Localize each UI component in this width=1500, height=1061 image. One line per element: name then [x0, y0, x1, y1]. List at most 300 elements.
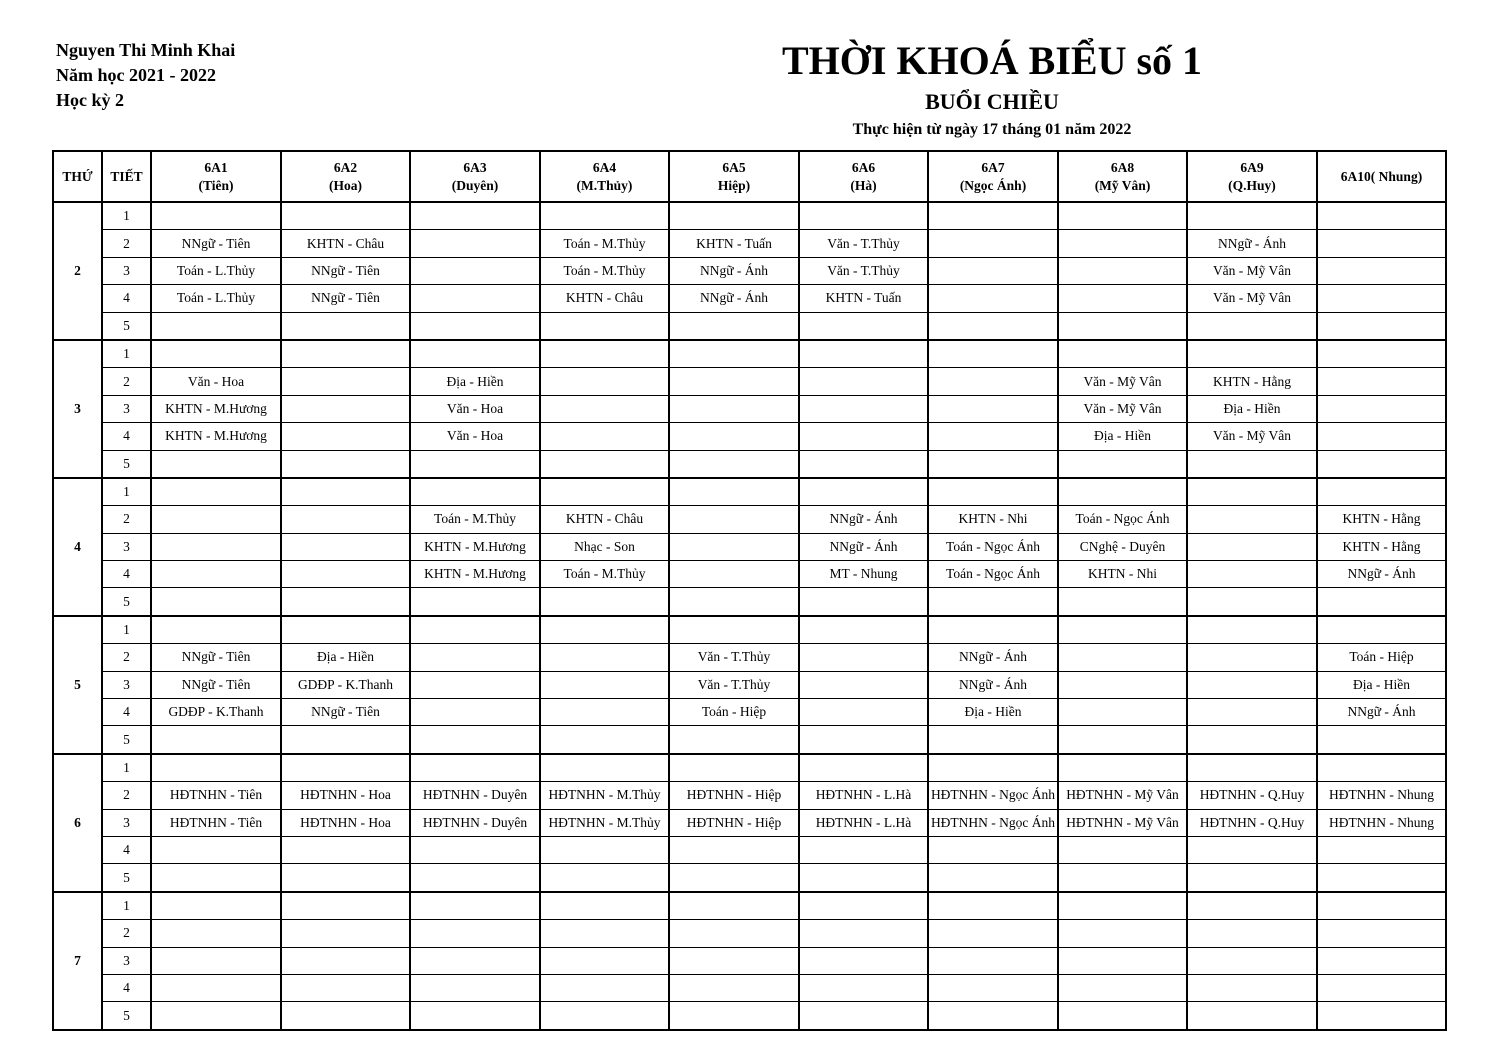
day-cell: 2 — [53, 202, 102, 340]
lesson-cell — [1187, 726, 1317, 754]
lesson-cell: CNghệ - Duyên — [1058, 533, 1187, 560]
lesson-cell: Toán - M.Thủy — [540, 257, 669, 284]
lesson-cell — [799, 864, 928, 892]
lesson-cell — [1058, 644, 1187, 671]
lesson-cell: Văn - T.Thủy — [669, 644, 799, 671]
lesson-cell — [928, 478, 1058, 506]
period-cell: 4 — [102, 423, 151, 450]
lesson-cell — [669, 1002, 799, 1030]
period-cell: 1 — [102, 340, 151, 368]
lesson-cell — [928, 450, 1058, 478]
lesson-cell — [1187, 836, 1317, 863]
lesson-cell — [1317, 947, 1446, 974]
lesson-cell — [669, 974, 799, 1001]
period-cell: 5 — [102, 726, 151, 754]
lesson-cell — [669, 864, 799, 892]
class-header — [1058, 151, 1187, 202]
lesson-cell — [1317, 478, 1446, 506]
lesson-cell — [540, 726, 669, 754]
table-row — [53, 920, 1446, 947]
lesson-cell: NNgữ - Ánh — [928, 644, 1058, 671]
lesson-cell: Địa - Hiền — [410, 368, 540, 395]
lesson-cell — [1317, 285, 1446, 312]
lesson-cell — [410, 974, 540, 1001]
class-header — [799, 151, 928, 202]
lesson-cell: Văn - T.Thủy — [669, 671, 799, 698]
lesson-cell — [928, 974, 1058, 1001]
lesson-cell — [540, 423, 669, 450]
lesson-cell: KHTN - Tuấn — [799, 285, 928, 312]
lesson-cell: HĐTNHN - Hiệp — [669, 809, 799, 836]
lesson-cell: KHTN - M.Hương — [410, 533, 540, 560]
page-subtitle: BUỔI CHIỀU — [925, 89, 1059, 114]
lesson-cell — [281, 892, 410, 920]
lesson-cell: NNgữ - Tiên — [281, 699, 410, 726]
lesson-cell: HĐTNHN - Hoa — [281, 809, 410, 836]
lesson-cell — [799, 616, 928, 644]
lesson-cell: Địa - Hiền — [281, 644, 410, 671]
lesson-cell: Văn - Mỹ Vân — [1187, 257, 1317, 284]
lesson-cell — [281, 395, 410, 422]
lesson-cell — [410, 340, 540, 368]
class-name: 6A7 — [981, 159, 1005, 175]
day-cell: 5 — [53, 616, 102, 754]
lesson-cell: Toán - Ngọc Ánh — [928, 533, 1058, 560]
table-row — [53, 809, 1446, 836]
lesson-cell: MT - Nhung — [799, 561, 928, 588]
table-row — [53, 754, 1446, 782]
lesson-cell — [281, 561, 410, 588]
period-cell: 2 — [102, 920, 151, 947]
lesson-cell — [799, 450, 928, 478]
lesson-cell — [799, 836, 928, 863]
lesson-cell — [928, 230, 1058, 257]
table-row — [53, 616, 1446, 644]
lesson-cell: HĐTNHN - L.Hà — [799, 782, 928, 809]
lesson-cell — [410, 1002, 540, 1030]
lesson-cell — [799, 644, 928, 671]
class-header — [281, 151, 410, 202]
lesson-cell — [281, 202, 410, 230]
lesson-cell — [669, 450, 799, 478]
lesson-cell — [928, 312, 1058, 340]
lesson-cell — [281, 864, 410, 892]
lesson-cell: NNgữ - Tiên — [151, 644, 281, 671]
lesson-cell — [151, 588, 281, 616]
period-cell: 3 — [102, 671, 151, 698]
lesson-cell — [151, 920, 281, 947]
lesson-cell — [410, 754, 540, 782]
lesson-cell — [540, 202, 669, 230]
lesson-cell: HĐTNHN - Duyên — [410, 809, 540, 836]
lesson-cell: Toán - L.Thủy — [151, 285, 281, 312]
lesson-cell — [669, 726, 799, 754]
lesson-cell: Văn - Hoa — [410, 395, 540, 422]
lesson-cell — [281, 340, 410, 368]
lesson-cell: KHTN - Nhi — [1058, 561, 1187, 588]
effective-date: Thực hiện từ ngày 17 tháng 01 năm 2022 — [852, 121, 1132, 138]
day-cell: 7 — [53, 892, 102, 1030]
table-row — [53, 947, 1446, 974]
lesson-cell — [1187, 974, 1317, 1001]
lesson-cell: HĐTNHN - Ngọc Ánh — [928, 782, 1058, 809]
lesson-cell — [1058, 671, 1187, 698]
table-row — [53, 395, 1446, 422]
lesson-cell: KHTN - Châu — [540, 285, 669, 312]
lesson-cell — [1317, 340, 1446, 368]
lesson-cell — [799, 726, 928, 754]
lesson-cell — [151, 864, 281, 892]
lesson-cell — [1187, 754, 1317, 782]
lesson-cell — [1317, 1002, 1446, 1030]
lesson-cell: Địa - Hiền — [1187, 395, 1317, 422]
lesson-cell — [799, 920, 928, 947]
lesson-cell — [540, 644, 669, 671]
lesson-cell: Địa - Hiền — [928, 699, 1058, 726]
period-column-header: TIẾT — [102, 151, 151, 202]
lesson-cell — [669, 836, 799, 863]
lesson-cell — [151, 340, 281, 368]
lesson-cell — [669, 506, 799, 533]
table-row — [53, 892, 1446, 920]
lesson-cell: NNgữ - Ánh — [1317, 699, 1446, 726]
table-row — [53, 450, 1446, 478]
period-cell: 2 — [102, 506, 151, 533]
lesson-cell — [799, 368, 928, 395]
lesson-cell — [928, 947, 1058, 974]
class-teacher: (Q.Huy) — [1228, 177, 1276, 193]
table-row — [53, 257, 1446, 284]
lesson-cell: Toán - M.Thủy — [540, 230, 669, 257]
lesson-cell: HĐTNHN - L.Hà — [799, 809, 928, 836]
lesson-cell — [799, 202, 928, 230]
lesson-cell — [410, 947, 540, 974]
lesson-cell: Toán - L.Thủy — [151, 257, 281, 284]
class-teacher: (Mỹ Vân) — [1094, 177, 1151, 193]
lesson-cell: NNgữ - Ánh — [1317, 561, 1446, 588]
lesson-cell — [151, 947, 281, 974]
lesson-cell — [540, 836, 669, 863]
lesson-cell — [410, 920, 540, 947]
class-teacher: Hiệp) — [717, 177, 751, 193]
lesson-cell — [669, 616, 799, 644]
period-cell: 2 — [102, 368, 151, 395]
lesson-cell — [669, 892, 799, 920]
lesson-cell — [799, 588, 928, 616]
lesson-cell: HĐTNHN - Nhung — [1317, 809, 1446, 836]
class-name: 6A3 — [463, 159, 487, 175]
lesson-cell — [410, 892, 540, 920]
period-cell: 1 — [102, 616, 151, 644]
school-info — [56, 38, 235, 113]
lesson-cell — [540, 974, 669, 1001]
lesson-cell — [1058, 836, 1187, 863]
lesson-cell: NNgữ - Ánh — [669, 285, 799, 312]
lesson-cell — [928, 340, 1058, 368]
timetable — [52, 150, 1447, 1031]
day-column-header: THỨ — [53, 151, 102, 202]
table-row — [53, 340, 1446, 368]
lesson-cell — [151, 1002, 281, 1030]
lesson-cell — [799, 947, 928, 974]
period-cell: 1 — [102, 754, 151, 782]
lesson-cell — [669, 202, 799, 230]
lesson-cell — [540, 588, 669, 616]
lesson-cell — [1058, 230, 1187, 257]
table-row — [53, 561, 1446, 588]
lesson-cell: Toán - M.Thủy — [540, 561, 669, 588]
lesson-cell — [281, 368, 410, 395]
lesson-cell: Văn - Mỹ Vân — [1058, 368, 1187, 395]
class-name: 6A4 — [592, 159, 617, 175]
class-header — [1187, 151, 1317, 202]
lesson-cell: GDĐP - K.Thanh — [151, 699, 281, 726]
lesson-cell — [799, 1002, 928, 1030]
lesson-cell — [799, 892, 928, 920]
lesson-cell — [799, 340, 928, 368]
table-row — [53, 230, 1446, 257]
lesson-cell — [151, 506, 281, 533]
lesson-cell — [1058, 920, 1187, 947]
lesson-cell: NNgữ - Ánh — [799, 506, 928, 533]
lesson-cell — [799, 478, 928, 506]
lesson-cell: HĐTNHN - M.Thủy — [540, 809, 669, 836]
lesson-cell — [1058, 588, 1187, 616]
lesson-cell — [540, 671, 669, 698]
lesson-cell: KHTN - Châu — [540, 506, 669, 533]
lesson-cell — [410, 450, 540, 478]
lesson-cell — [1058, 478, 1187, 506]
class-name: 6A5 — [722, 159, 746, 175]
lesson-cell — [410, 588, 540, 616]
lesson-cell — [151, 836, 281, 863]
lesson-cell — [1187, 340, 1317, 368]
lesson-cell — [928, 257, 1058, 284]
lesson-cell — [669, 395, 799, 422]
period-cell: 4 — [102, 974, 151, 1001]
lesson-cell: KHTN - Hằng — [1317, 533, 1446, 560]
lesson-cell — [540, 340, 669, 368]
table-row — [53, 533, 1446, 560]
lesson-cell — [669, 478, 799, 506]
lesson-cell — [799, 974, 928, 1001]
lesson-cell — [281, 616, 410, 644]
lesson-cell — [1317, 864, 1446, 892]
period-cell: 5 — [102, 1002, 151, 1030]
lesson-cell — [799, 671, 928, 698]
lesson-cell — [410, 864, 540, 892]
lesson-cell: HĐTNHN - Tiên — [151, 809, 281, 836]
class-header — [928, 151, 1058, 202]
lesson-cell — [1187, 450, 1317, 478]
lesson-cell — [540, 920, 669, 947]
lesson-cell — [1058, 699, 1187, 726]
timetable-header-row — [53, 151, 1446, 202]
lesson-cell — [540, 1002, 669, 1030]
lesson-cell: NNgữ - Tiên — [281, 257, 410, 284]
lesson-cell — [281, 312, 410, 340]
class-header — [1317, 151, 1446, 202]
lesson-cell — [151, 726, 281, 754]
lesson-cell — [1317, 726, 1446, 754]
day-cell: 6 — [53, 754, 102, 892]
school-term: Học kỳ 2 — [56, 90, 125, 110]
lesson-cell — [151, 478, 281, 506]
lesson-cell: Văn - T.Thủy — [799, 257, 928, 284]
lesson-cell — [151, 974, 281, 1001]
lesson-cell — [151, 312, 281, 340]
period-cell: 1 — [102, 202, 151, 230]
lesson-cell — [1058, 257, 1187, 284]
table-row — [53, 726, 1446, 754]
class-teacher: (Hoa) — [329, 177, 362, 193]
lesson-cell — [799, 754, 928, 782]
lesson-cell — [1317, 974, 1446, 1001]
lesson-cell — [1317, 257, 1446, 284]
lesson-cell: Văn - Hoa — [151, 368, 281, 395]
lesson-cell — [1317, 892, 1446, 920]
period-cell: 5 — [102, 588, 151, 616]
lesson-cell — [1187, 533, 1317, 560]
lesson-cell — [928, 892, 1058, 920]
lesson-cell: Địa - Hiền — [1317, 671, 1446, 698]
lesson-cell — [151, 616, 281, 644]
lesson-cell — [1058, 974, 1187, 1001]
lesson-cell: Địa - Hiền — [1058, 423, 1187, 450]
lesson-cell — [1058, 285, 1187, 312]
lesson-cell — [1187, 671, 1317, 698]
lesson-cell — [540, 754, 669, 782]
lesson-cell — [1187, 312, 1317, 340]
day-cell: 4 — [53, 478, 102, 616]
class-teacher: (Tiên) — [198, 177, 234, 193]
period-cell: 5 — [102, 312, 151, 340]
lesson-cell — [151, 892, 281, 920]
period-cell: 4 — [102, 561, 151, 588]
lesson-cell — [540, 616, 669, 644]
table-row — [53, 671, 1446, 698]
lesson-cell: HĐTNHN - Ngọc Ánh — [928, 809, 1058, 836]
day-cell: 3 — [53, 340, 102, 478]
lesson-cell: HĐTNHN - Duyên — [410, 782, 540, 809]
lesson-cell: HĐTNHN - M.Thủy — [540, 782, 669, 809]
lesson-cell — [1317, 202, 1446, 230]
lesson-cell — [1187, 1002, 1317, 1030]
lesson-cell — [1058, 1002, 1187, 1030]
table-row — [53, 588, 1446, 616]
lesson-cell: NNgữ - Ánh — [1187, 230, 1317, 257]
class-teacher: (Duyên) — [451, 177, 499, 193]
table-row — [53, 478, 1446, 506]
lesson-cell — [151, 533, 281, 560]
lesson-cell — [1058, 864, 1187, 892]
lesson-cell — [928, 1002, 1058, 1030]
table-row — [53, 312, 1446, 340]
lesson-cell — [1058, 892, 1187, 920]
lesson-cell — [669, 368, 799, 395]
lesson-cell — [669, 588, 799, 616]
lesson-cell — [1058, 202, 1187, 230]
lesson-cell — [669, 533, 799, 560]
lesson-cell: NNgữ - Ánh — [799, 533, 928, 560]
lesson-cell: KHTN - M.Hương — [151, 423, 281, 450]
lesson-cell — [540, 864, 669, 892]
lesson-cell — [1317, 230, 1446, 257]
class-teacher: (M.Thủy) — [576, 177, 633, 193]
lesson-cell: Văn - Hoa — [410, 423, 540, 450]
lesson-cell — [281, 726, 410, 754]
page-title: THỜI KHOÁ BIỂU số 1 — [781, 38, 1203, 83]
lesson-cell — [1317, 836, 1446, 863]
table-row — [53, 864, 1446, 892]
table-row — [53, 1002, 1446, 1030]
lesson-cell: GDĐP - K.Thanh — [281, 671, 410, 698]
lesson-cell — [1187, 920, 1317, 947]
lesson-cell — [799, 423, 928, 450]
period-cell: 5 — [102, 864, 151, 892]
lesson-cell — [281, 423, 410, 450]
table-row — [53, 285, 1446, 312]
lesson-cell — [410, 230, 540, 257]
lesson-cell — [151, 561, 281, 588]
lesson-cell — [1187, 588, 1317, 616]
class-name: 6A2 — [333, 159, 358, 175]
lesson-cell — [540, 395, 669, 422]
lesson-cell: Nhạc - Son — [540, 533, 669, 560]
lesson-cell: KHTN - Châu — [281, 230, 410, 257]
lesson-cell: Toán - Ngọc Ánh — [1058, 506, 1187, 533]
lesson-cell — [281, 533, 410, 560]
lesson-cell — [410, 836, 540, 863]
lesson-cell — [281, 1002, 410, 1030]
lesson-cell — [669, 947, 799, 974]
lesson-cell — [540, 478, 669, 506]
class-header — [669, 151, 799, 202]
school-year: Năm học 2021 - 2022 — [56, 65, 216, 85]
lesson-cell — [410, 644, 540, 671]
class-header — [151, 151, 281, 202]
lesson-cell — [1317, 616, 1446, 644]
table-row — [53, 836, 1446, 863]
lesson-cell — [540, 312, 669, 340]
lesson-cell — [281, 450, 410, 478]
lesson-cell: Văn - Mỹ Vân — [1187, 423, 1317, 450]
lesson-cell — [669, 920, 799, 947]
lesson-cell — [410, 202, 540, 230]
period-cell: 2 — [102, 230, 151, 257]
class-teacher: (Hà) — [850, 177, 877, 193]
lesson-cell — [928, 616, 1058, 644]
period-cell: 2 — [102, 782, 151, 809]
lesson-cell — [1187, 202, 1317, 230]
lesson-cell — [1058, 754, 1187, 782]
lesson-cell — [410, 312, 540, 340]
lesson-cell: HĐTNHN - Hoa — [281, 782, 410, 809]
lesson-cell — [1058, 947, 1187, 974]
lesson-cell — [281, 588, 410, 616]
period-cell: 5 — [102, 450, 151, 478]
class-teacher: (Ngọc Ánh) — [959, 177, 1027, 193]
lesson-cell — [151, 450, 281, 478]
lesson-cell: KHTN - Nhi — [928, 506, 1058, 533]
lesson-cell — [281, 506, 410, 533]
lesson-cell — [1187, 947, 1317, 974]
lesson-cell — [1317, 588, 1446, 616]
lesson-cell — [540, 450, 669, 478]
lesson-cell — [1317, 395, 1446, 422]
school-name: Nguyen Thi Minh Khai — [56, 40, 236, 60]
lesson-cell — [1317, 423, 1446, 450]
